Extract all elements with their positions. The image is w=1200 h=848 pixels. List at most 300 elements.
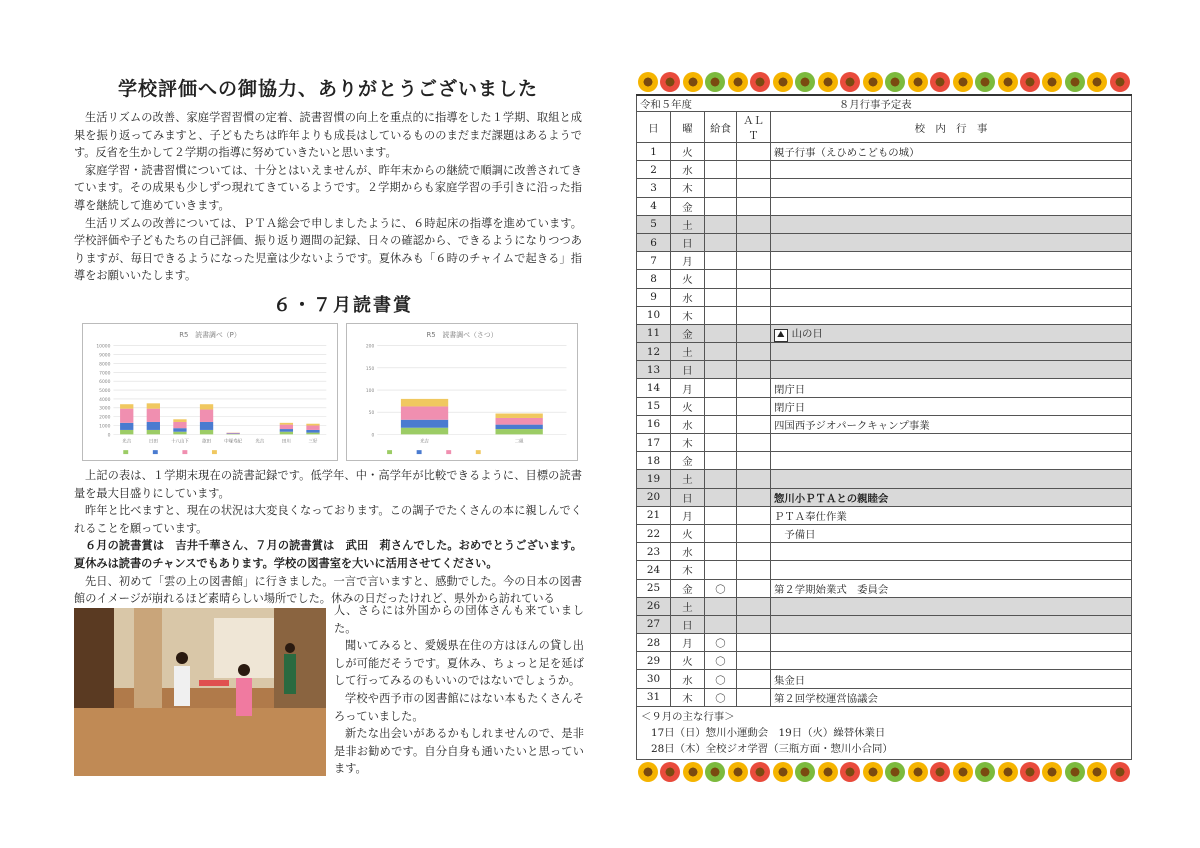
day-cell-text: 29 <box>646 654 661 667</box>
day-cell <box>637 597 671 615</box>
weekday-cell <box>671 506 705 524</box>
day-cell-text: 28 <box>646 636 661 649</box>
day-cell-text: 23 <box>646 545 661 558</box>
schedule-row <box>637 143 1132 161</box>
weekday-cell-text: 水 <box>682 165 693 178</box>
schedule-row <box>637 452 1132 470</box>
event-cell <box>771 452 1132 470</box>
chart-books-svg <box>347 324 577 460</box>
event-cell <box>771 324 1132 342</box>
lunch-cell-text: 〇 <box>715 638 726 651</box>
year-label: 令和５年度 <box>637 95 737 112</box>
lunch-cell <box>705 343 737 361</box>
paragraph: 家庭学習・読書習慣については、十分とはいえませんが、昨年末からの継続で順調に改善されてきています。その成果も少しずつ現れてきているようです。２学期からも家庭学習の手引きに沿った指導を継続して進めていきます。 <box>74 163 582 212</box>
day-cell <box>637 470 671 488</box>
alt-cell <box>737 579 771 597</box>
lunch-cell <box>705 561 737 579</box>
bar-segment <box>200 404 213 409</box>
day-cell <box>637 324 671 342</box>
flower-icon <box>840 72 860 92</box>
header-day: 日 <box>637 112 671 143</box>
x-tick-label: 中塚寿紀 <box>224 439 243 445</box>
weekday-cell-text: 月 <box>682 638 693 651</box>
flower-icon <box>638 762 658 782</box>
chart-pages <box>82 323 338 461</box>
bar-segment <box>200 430 213 434</box>
charts-area <box>74 323 582 463</box>
event-cell <box>771 143 1132 161</box>
bar-segment <box>306 430 319 433</box>
y-tick-label: 4000 <box>99 397 111 403</box>
lunch-cell <box>705 688 737 706</box>
bar-segment <box>147 422 160 430</box>
header-alt: ＡＬＴ <box>737 112 771 143</box>
event-cell <box>771 434 1132 452</box>
day-cell-text: 20 <box>646 491 661 504</box>
flower-icon <box>1020 72 1040 92</box>
weekday-cell-text: 水 <box>682 547 693 560</box>
bar-segment <box>147 409 160 422</box>
bar-segment <box>496 413 543 417</box>
lunch-cell <box>705 470 737 488</box>
flower-border-bottom <box>636 760 1132 784</box>
event-cell <box>771 597 1132 615</box>
schedule-title: ８月行事予定表 <box>737 95 1132 112</box>
flower-icon <box>885 72 905 92</box>
alt-cell <box>737 561 771 579</box>
alt-cell <box>737 143 771 161</box>
weekday-cell <box>671 615 705 633</box>
flower-icon <box>885 762 905 782</box>
event-cell <box>771 688 1132 706</box>
weekday-cell-text: 火 <box>682 401 693 414</box>
weekday-cell <box>671 379 705 397</box>
lunch-cell <box>705 161 737 179</box>
alt-cell <box>737 197 771 215</box>
schedule-row <box>637 488 1132 506</box>
event-cell <box>771 343 1132 361</box>
weekday-cell <box>671 415 705 433</box>
flower-icon <box>1087 72 1107 92</box>
bar-segment <box>496 429 543 434</box>
legend-swatch <box>212 450 217 454</box>
legend-swatch <box>417 450 422 454</box>
weekday-cell-text: 火 <box>682 147 693 160</box>
weekday-cell-text: 金 <box>682 201 693 214</box>
weekday-cell-text: 土 <box>682 601 693 614</box>
alt-cell <box>737 343 771 361</box>
day-cell-text: 30 <box>646 673 661 686</box>
september-notes <box>636 707 1132 760</box>
flower-icon <box>795 762 815 782</box>
alt-cell <box>737 434 771 452</box>
y-tick-label: 9000 <box>99 353 111 359</box>
day-cell-text: 4 <box>650 200 657 213</box>
flower-border-top <box>636 70 1132 94</box>
day-cell <box>637 561 671 579</box>
alt-cell <box>737 506 771 524</box>
weekday-cell <box>671 143 705 161</box>
day-cell-text: 3 <box>650 181 657 194</box>
weekday-cell <box>671 524 705 542</box>
alt-cell <box>737 270 771 288</box>
paragraph: 昨年と比べますと、現在の状況は大変良くなっております。この調子でたくさんの本に親しんでくれることを願っています。 <box>74 504 582 535</box>
article-title: 学校評価への御協力、ありがとうございました <box>117 78 538 100</box>
alt-cell <box>737 252 771 270</box>
y-tick-label: 200 <box>365 344 375 350</box>
alt-cell <box>737 634 771 652</box>
lunch-cell <box>705 179 737 197</box>
weekday-cell-text: 火 <box>682 656 693 669</box>
day-cell-text: 12 <box>646 345 661 358</box>
y-tick-label: 150 <box>365 366 375 372</box>
day-cell-text: 25 <box>646 582 661 595</box>
flower-icon <box>998 72 1018 92</box>
bar-segment <box>306 425 319 429</box>
day-cell <box>637 652 671 670</box>
day-cell-text: 7 <box>650 254 657 267</box>
schedule-table <box>636 94 1132 707</box>
flower-icon <box>930 72 950 92</box>
flower-icon <box>908 72 928 92</box>
lunch-cell <box>705 288 737 306</box>
day-cell <box>637 634 671 652</box>
weekday-cell <box>671 161 705 179</box>
lunch-cell <box>705 434 737 452</box>
day-cell <box>637 688 671 706</box>
event-cell <box>771 288 1132 306</box>
schedule-row <box>637 197 1132 215</box>
day-cell-text: 17 <box>646 436 661 449</box>
event-cell <box>771 233 1132 251</box>
event-cell <box>771 579 1132 597</box>
lunch-cell <box>705 615 737 633</box>
event-cell <box>771 252 1132 270</box>
day-cell <box>637 670 671 688</box>
alt-cell <box>737 179 771 197</box>
legend-swatch <box>123 450 128 454</box>
event-cell <box>771 179 1132 197</box>
bar-segment <box>306 424 319 426</box>
event-cell-text: ＰＴＡ奉仕作業 <box>774 510 847 523</box>
schedule-row <box>637 288 1132 306</box>
flower-icon <box>705 762 725 782</box>
weekday-cell-text: 土 <box>682 347 693 360</box>
event-cell <box>771 652 1132 670</box>
schedule-row <box>637 615 1132 633</box>
day-cell-text: 14 <box>646 382 661 395</box>
y-tick-label: 1000 <box>99 424 111 430</box>
schedule-row <box>637 379 1132 397</box>
event-cell-text: 集金日 <box>774 674 806 687</box>
day-cell <box>637 361 671 379</box>
alt-cell <box>737 470 771 488</box>
flower-icon <box>1042 762 1062 782</box>
legend-swatch <box>182 450 187 454</box>
y-tick-label: 5000 <box>99 388 111 394</box>
y-tick-label: 7000 <box>99 371 111 377</box>
schedule-row <box>637 543 1132 561</box>
x-tick-label: 十八山下 <box>171 439 189 445</box>
lunch-cell <box>705 270 737 288</box>
weekday-cell-text: 木 <box>682 438 693 451</box>
alt-cell <box>737 524 771 542</box>
event-cell <box>771 415 1132 433</box>
flower-icon <box>683 72 703 92</box>
schedule-row <box>637 233 1132 251</box>
event-cell <box>771 270 1132 288</box>
day-cell-text: 26 <box>646 600 661 613</box>
lunch-cell <box>705 233 737 251</box>
bar-segment <box>173 422 186 428</box>
x-tick-label: 二組 <box>514 439 524 445</box>
bar-segment <box>120 430 133 434</box>
alt-cell <box>737 688 771 706</box>
weekday-cell-text: 日 <box>682 238 693 251</box>
weekday-cell <box>671 288 705 306</box>
alt-cell <box>737 652 771 670</box>
event-cell <box>771 670 1132 688</box>
event-cell-text: 親子行事（えひめこどもの城） <box>774 147 920 160</box>
y-tick-label: 3000 <box>99 406 111 412</box>
flower-icon <box>660 72 680 92</box>
weekday-cell <box>671 543 705 561</box>
y-tick-label: 8000 <box>99 362 111 368</box>
alt-cell <box>737 397 771 415</box>
lunch-cell <box>705 361 737 379</box>
alt-cell <box>737 306 771 324</box>
day-cell <box>637 506 671 524</box>
x-tick-label: 欲田 <box>202 439 211 445</box>
day-cell-text: 8 <box>650 272 657 285</box>
day-cell <box>637 288 671 306</box>
lunch-cell-text: 〇 <box>715 692 726 705</box>
flower-icon <box>1065 762 1085 782</box>
lunch-cell <box>705 143 737 161</box>
day-cell <box>637 306 671 324</box>
header-events: 校 内 行 事 <box>771 112 1132 143</box>
event-cell <box>771 543 1132 561</box>
flower-icon <box>1087 762 1107 782</box>
weekday-cell-text: 水 <box>682 419 693 432</box>
lunch-cell <box>705 506 737 524</box>
x-tick-label: 三好 <box>308 439 318 445</box>
flower-icon <box>683 762 703 782</box>
lunch-cell <box>705 524 737 542</box>
day-cell <box>637 615 671 633</box>
flower-icon <box>728 72 748 92</box>
day-cell <box>637 233 671 251</box>
bar-segment <box>401 399 448 407</box>
lunch-cell <box>705 452 737 470</box>
day-cell-text: 19 <box>646 472 661 485</box>
event-cell-text: 閉庁日 <box>774 401 806 414</box>
weekday-cell <box>671 488 705 506</box>
event-cell <box>771 506 1132 524</box>
weekday-cell-text: 木 <box>682 183 693 196</box>
flower-icon <box>1065 72 1085 92</box>
lunch-cell <box>705 252 737 270</box>
event-cell-text: 閉庁日 <box>774 383 806 396</box>
x-tick-label: 光吉 <box>420 439 429 445</box>
lunch-cell <box>705 415 737 433</box>
alt-cell <box>737 161 771 179</box>
flower-icon <box>1110 762 1130 782</box>
weekday-cell <box>671 270 705 288</box>
event-cell <box>771 379 1132 397</box>
paragraph: 新たな出会いがあるかもしれませんので、是非是非お勧めです。自分自身も通いたいと思っています。 <box>334 727 584 776</box>
note-line: 17日（日）惣川小運動会 19日（火）繰替休業日 <box>651 726 886 739</box>
bar-segment <box>147 403 160 408</box>
event-cell <box>771 524 1132 542</box>
weekday-cell-text: 金 <box>682 328 693 341</box>
header-row <box>637 112 1132 143</box>
day-cell-text: 22 <box>646 527 661 540</box>
lunch-cell-text: 〇 <box>715 674 726 687</box>
schedule-row <box>637 252 1132 270</box>
weekday-cell <box>671 597 705 615</box>
day-cell-text: 6 <box>650 236 657 249</box>
weekday-cell-text: 水 <box>682 674 693 687</box>
weekday-cell-text: 木 <box>682 310 693 323</box>
schedule-row <box>637 324 1132 342</box>
alt-cell <box>737 670 771 688</box>
day-cell <box>637 197 671 215</box>
weekday-cell <box>671 306 705 324</box>
award-paragraph: ６月の読書賞は 吉井千華さん、７月の読書賞は 武田 莉さんでした。おめでとうございます。夏休みは読書のチャンスでもあります。学校の図書室を大いに活用させてください。 <box>74 539 582 570</box>
bar-segment <box>120 404 133 408</box>
alt-cell <box>737 415 771 433</box>
day-cell <box>637 434 671 452</box>
paragraph: 人、さらには外国からの団体さんも来ていました。 <box>334 604 584 635</box>
flower-icon <box>1110 72 1130 92</box>
flower-icon <box>705 72 725 92</box>
bar-segment <box>120 409 133 423</box>
schedule-row <box>637 343 1132 361</box>
weekday-cell-text: 日 <box>682 365 693 378</box>
bar-segment <box>401 420 448 428</box>
weekday-cell-text: 日 <box>682 619 693 632</box>
lunch-cell-text: 〇 <box>715 583 726 596</box>
alt-cell <box>737 288 771 306</box>
weekday-cell-text: 月 <box>682 256 693 269</box>
lunch-cell <box>705 306 737 324</box>
mountain-icon: ⛰ <box>774 329 788 342</box>
y-tick-label: 6000 <box>99 380 111 386</box>
flower-icon <box>638 72 658 92</box>
day-cell-text: 13 <box>646 363 661 376</box>
weekday-cell-text: 木 <box>682 692 693 705</box>
chart-pages-svg <box>83 324 337 460</box>
lunch-cell <box>705 670 737 688</box>
event-cell <box>771 488 1132 506</box>
paragraph: 聞いてみると、愛媛県在住の方はほんの貸し出しが可能だそうです。夏休み、ちょっと足を延ばして行ってみるのもいいのではないでしょうか。 <box>334 639 584 688</box>
alt-cell <box>737 597 771 615</box>
schedule-row <box>637 506 1132 524</box>
lunch-cell <box>705 324 737 342</box>
event-cell-text: 予備日 <box>774 529 816 542</box>
day-cell <box>637 524 671 542</box>
weekday-cell-text: 水 <box>682 292 693 305</box>
chart-books <box>346 323 578 461</box>
weekday-cell-text: 木 <box>682 565 693 578</box>
paragraph: 上記の表は、１学期末現在の読書記録です。低学年、中・高学年が比較できるように、目標の読書量を最大目盛りにしています。 <box>74 468 582 500</box>
lunch-cell <box>705 197 737 215</box>
schedule-row <box>637 179 1132 197</box>
legend-swatch <box>446 450 451 454</box>
bar-segment <box>496 425 543 429</box>
event-cell-text: 第２回学校運営協議会 <box>774 692 878 705</box>
bar-segment <box>280 429 293 432</box>
weekday-cell <box>671 688 705 706</box>
lunch-cell <box>705 379 737 397</box>
day-cell-text: 31 <box>646 691 661 704</box>
x-tick-label: 光吉 <box>122 439 132 445</box>
weekday-cell <box>671 634 705 652</box>
event-cell <box>771 634 1132 652</box>
weekday-cell <box>671 397 705 415</box>
flower-icon <box>930 762 950 782</box>
day-cell <box>637 579 671 597</box>
flower-icon <box>728 762 748 782</box>
weekday-cell-text: 火 <box>682 529 693 542</box>
reading-section <box>74 467 582 608</box>
day-cell <box>637 343 671 361</box>
day-cell <box>637 179 671 197</box>
flower-icon <box>818 762 838 782</box>
weekday-cell <box>671 470 705 488</box>
flower-icon <box>795 72 815 92</box>
day-cell-text: 24 <box>646 563 661 576</box>
day-cell-text: 2 <box>650 163 657 176</box>
flower-icon <box>1020 762 1040 782</box>
day-cell <box>637 215 671 233</box>
weekday-cell <box>671 179 705 197</box>
schedule-row <box>637 397 1132 415</box>
day-cell-text: 11 <box>646 327 661 340</box>
alt-cell <box>737 452 771 470</box>
weekday-cell <box>671 434 705 452</box>
day-cell <box>637 415 671 433</box>
bar-segment <box>306 433 319 435</box>
flower-icon <box>818 72 838 92</box>
lunch-cell <box>705 579 737 597</box>
weekday-cell <box>671 197 705 215</box>
weekday-cell <box>671 215 705 233</box>
schedule-row <box>637 634 1132 652</box>
event-cell <box>771 306 1132 324</box>
lunch-cell <box>705 215 737 233</box>
weekday-cell-text: 金 <box>682 583 693 596</box>
bar-segment <box>173 432 186 435</box>
alt-cell <box>737 379 771 397</box>
schedule-row <box>637 597 1132 615</box>
weekday-cell <box>671 452 705 470</box>
weekday-cell <box>671 361 705 379</box>
weekday-cell-text: 日 <box>682 492 693 505</box>
paragraph: 学校や西予市の図書館にはない本もたくさんそろっていました。 <box>334 691 584 723</box>
day-cell <box>637 543 671 561</box>
day-cell-text: 1 <box>650 145 657 158</box>
alt-cell <box>737 615 771 633</box>
event-cell <box>771 361 1132 379</box>
schedule-row <box>637 670 1132 688</box>
lunch-cell <box>705 652 737 670</box>
event-cell-text: 惣川小ＰＴＡとの親睦会 <box>774 492 889 505</box>
flower-icon <box>998 762 1018 782</box>
event-cell <box>771 561 1132 579</box>
event-cell <box>771 615 1132 633</box>
